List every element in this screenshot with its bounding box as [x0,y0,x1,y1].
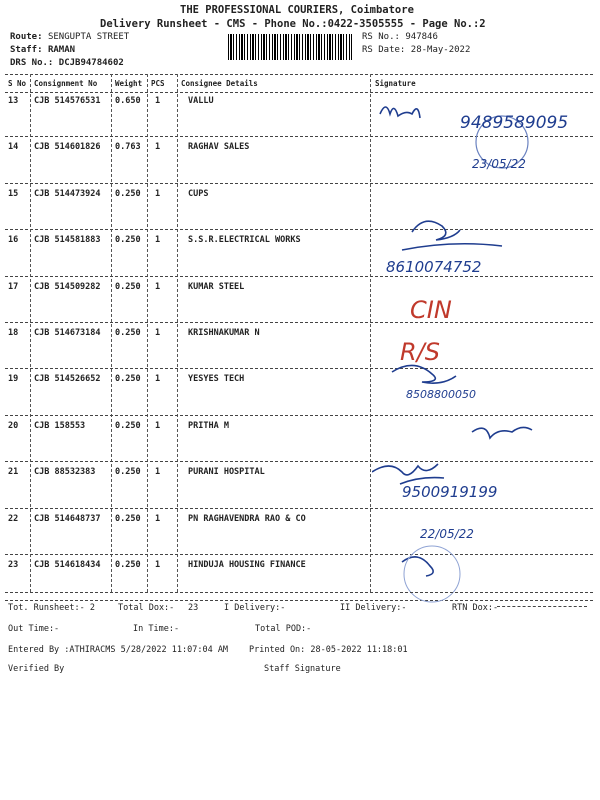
col-divider [177,74,178,592]
row-pcs: 1 [155,513,161,524]
row-weight: 0.250 [115,513,141,524]
staff-value: RAMAN [47,45,76,55]
row-consignee: YESYES TECH [188,374,245,385]
row-consignee: CUPS [188,188,209,199]
row-consignee: RAGHAV SALES [188,142,250,153]
signature-phone-21: 9500919199 [402,483,498,501]
drs-line [10,58,124,68]
row-pcs: 1 [155,96,161,106]
signature-date-14: 23/05/22 [472,157,526,171]
total-dox-value: 23 [188,603,199,613]
table-bottom-rule [5,592,593,593]
row-consignment-no: CJB 514576531 [34,96,101,106]
col-header-weight: Weight [115,79,143,88]
row-consignee: S.S.R.ELECTRICAL WORKS [188,235,301,246]
in-time: In Time:- [133,624,180,634]
row-consignment-no: CJB 514673184 [34,328,101,338]
rtn-dox-line [497,606,587,607]
company-title: THE PROFESSIONAL COURIERS, Coimbatore [180,4,414,16]
row-pcs: 1 [155,374,161,385]
row-sno: 23 [8,560,19,570]
row-weight: 0.250 [115,281,141,292]
row-consignment-no: CJB 514581883 [34,235,101,246]
signature-marks [372,92,598,612]
col-header-consignment: Consignment No [34,79,98,88]
row-consignment-no: CJB 514601826 [34,142,101,153]
out-time: Out Time:- [8,624,60,634]
row-consignment-no: CJB 514648737 [34,513,101,524]
verified-by: Verified By [8,664,65,674]
row-consignment-no: CJB 158553 [34,420,86,431]
col-header-consignee: Consignee Details [181,79,258,88]
col-divider [370,74,371,592]
rs-date-label: RS Date: [362,45,406,55]
row-sno: 14 [8,142,19,153]
signature-scribble [472,427,532,438]
row-consignee: PN RAGHAVENDRA RAO & CO [188,513,306,524]
row-pcs: 1 [155,142,161,153]
row-consignee: PRITHA M [188,420,229,431]
row-consignee: VALLU [188,96,214,106]
staff-line [10,45,75,55]
i-delivery: I Delivery:- [224,603,286,613]
barcode [228,34,352,60]
col-divider [30,74,31,592]
col-header-signature: Signature [375,79,416,88]
signature-date-22: 22/05/22 [420,527,474,541]
row-sno: 17 [8,281,19,292]
signature-phone-16: 8610074752 [386,258,482,276]
row-consignee: HINDUJA HOUSING FINANCE [188,560,306,570]
signature-scribble [372,464,438,475]
row-pcs: 1 [155,560,161,570]
ii-delivery: II Delivery:- [340,603,407,613]
signature-scribble [402,557,433,576]
total-pod: Total POD:- [255,624,312,634]
printed-on: Printed On: 28-05-2022 11:18:01 [249,645,408,655]
row-sno: 21 [8,467,19,478]
row-sno: 19 [8,374,19,385]
col-header-pcs: PCS [151,79,165,88]
row-weight: 0.250 [115,560,141,570]
row-sno: 15 [8,188,19,199]
col-header-sno: S No [8,79,27,88]
row-consignment-no: CJB 514618434 [34,560,101,570]
drs-value: DCJB94784602 [58,58,124,68]
row-sno: 22 [8,513,19,524]
row-consignment-no: CJB 514509282 [34,281,101,292]
row-pcs: 1 [155,281,161,292]
row-weight: 0.763 [115,142,141,153]
route-label: Route: [10,32,43,42]
rs-no-line [362,32,438,42]
signature-phone-13: 9489589095 [460,113,569,133]
row-sno: 16 [8,235,19,246]
row-consignment-no: CJB 514526652 [34,374,101,385]
rs-date-line [362,45,470,55]
col-divider [147,74,148,592]
row-consignment-no: CJB 88532383 [34,467,96,478]
row-sno: 20 [8,420,19,431]
row-weight: 0.250 [115,188,141,199]
tot-runsheet: Tot. Runsheet:- 2 [8,603,95,613]
signature-scribble [402,244,502,250]
runsheet-title: Delivery Runsheet - CMS - Phone No.:0422-3505555 - Page No.:2 [100,18,486,30]
entered-by: Entered By :ATHIRACMS 5/28/2022 11:07:04 AM [8,645,229,655]
staff-signature: Staff Signature [264,664,341,674]
row-sno: 13 [8,96,19,106]
row-weight: 0.250 [115,374,141,385]
row-pcs: 1 [155,235,161,246]
drs-label: DRS No.: [10,58,54,68]
rs-date-value: 28-May-2022 [410,45,471,55]
signature-scribble [392,365,456,383]
signature-rs: R/S [400,338,440,366]
row-weight: 0.250 [115,467,141,478]
rtn-dox: RTN Dox:- [452,603,499,613]
row-weight: 0.650 [115,96,141,106]
signature-cin: CIN [410,296,452,324]
route-value: SENGUPTA STREET [47,32,130,42]
row-consignment-no: CJB 514473924 [34,188,101,199]
rs-no-label: RS No.: [362,32,400,42]
row-pcs: 1 [155,420,161,431]
route-line [10,32,129,42]
signature-scribble [412,221,460,240]
signature-scribble [380,107,420,118]
row-pcs: 1 [155,328,161,338]
staff-label: Staff: [10,45,43,55]
row-consignee: KRISHNAKUMAR N [188,328,260,338]
row-consignee: PURANI HOSPITAL [188,467,265,478]
rs-no-value: 947846 [405,32,438,42]
table-top-rule [5,74,593,75]
row-consignee: KUMAR STEEL [188,281,245,292]
row-weight: 0.250 [115,235,141,246]
signature-phone-19: 8508800050 [406,388,476,401]
row-pcs: 1 [155,188,161,199]
col-divider [111,74,112,592]
row-weight: 0.250 [115,328,141,338]
row-sno: 18 [8,328,19,338]
row-pcs: 1 [155,467,161,478]
total-dox-label: Total Dox:- [118,603,175,613]
row-weight: 0.250 [115,420,141,431]
